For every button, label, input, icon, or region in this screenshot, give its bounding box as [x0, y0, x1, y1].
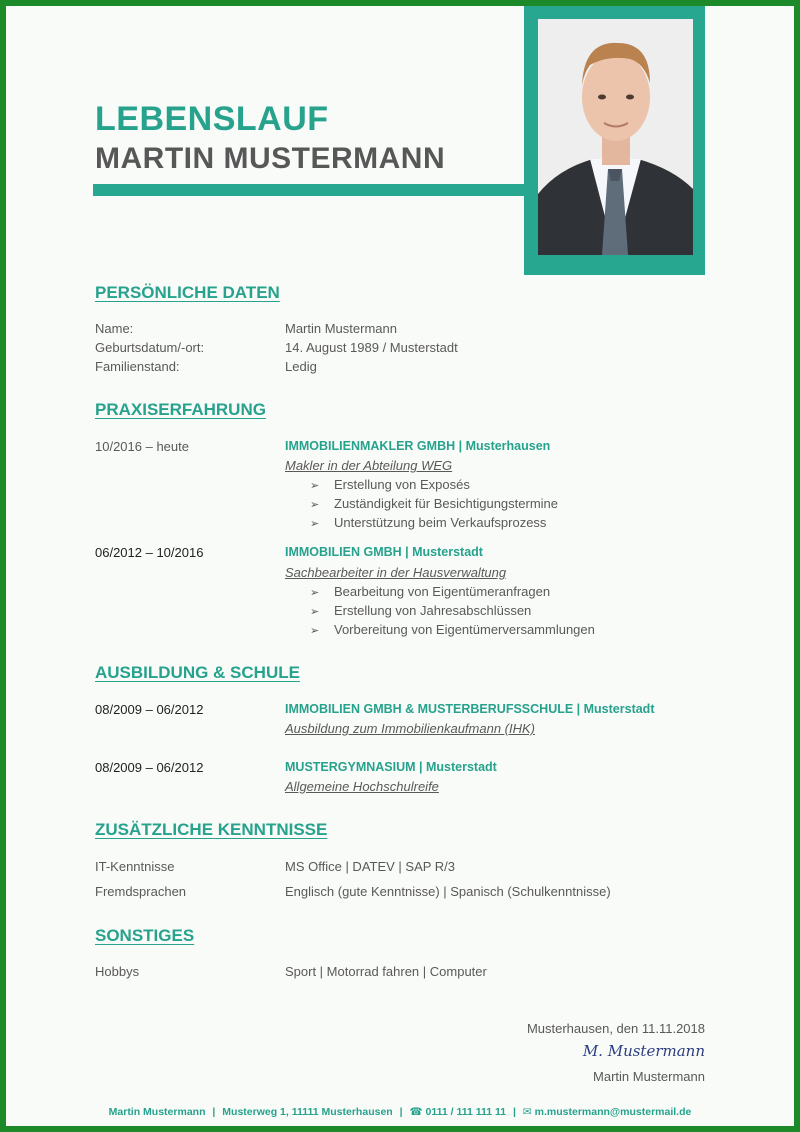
- experience-employer-2: IMMOBILIEN GMBH | Musterstadt: [285, 545, 483, 559]
- experience-bullet: ➢ Erstellung von Jahresabschlüssen: [310, 603, 532, 618]
- footer-phone: 0111 / 111 111 11: [425, 1106, 507, 1118]
- section-heading-skills: ZUSÄTZLICHE KENNTNISSE: [95, 820, 328, 839]
- footer-address: Musterweg 1, 11111 Musterhausen: [222, 1106, 393, 1118]
- profile-photo-illustration: [538, 19, 693, 255]
- education-school-1: IMMOBILIEN GMBH & MUSTERBERUFSSCHULE | Musterstadt: [285, 702, 655, 716]
- education-degree-2: Allgemeine Hochschulreife: [285, 779, 439, 794]
- arrow-bullet-icon: ➢: [310, 518, 320, 530]
- arrow-bullet-icon: ➢: [310, 480, 320, 492]
- signature-name: Martin Mustermann: [593, 1069, 705, 1084]
- arrow-bullet-icon: ➢: [310, 499, 320, 511]
- arrow-bullet-icon: ➢: [310, 606, 320, 618]
- experience-bullet: ➢ Bearbeitung von Eigentümeranfragen: [310, 584, 551, 599]
- section-heading-personal: PERSÖNLICHE DATEN: [95, 283, 280, 302]
- personal-label-name: Name:: [95, 321, 134, 336]
- skills-label-it: IT-Kenntnisse: [95, 859, 175, 874]
- education-degree-1: Ausbildung zum Immobilienkaufmann (IHK): [285, 721, 535, 736]
- section-heading-misc: SONSTIGES: [95, 926, 195, 945]
- title-underline-bar: [93, 184, 529, 196]
- experience-employer-1: IMMOBILIENMAKLER GMBH | Musterhausen: [285, 439, 551, 453]
- footer-name: Martin Mustermann: [108, 1106, 206, 1118]
- personal-label-birth: Geburtsdatum/-ort:: [95, 340, 205, 355]
- place-date: Musterhausen, den 11.11.2018: [526, 1021, 705, 1036]
- skills-value-it: MS Office | DATEV | SAP R/3: [285, 859, 456, 874]
- profile-photo: [538, 19, 693, 255]
- personal-value-name: Martin Mustermann: [285, 321, 397, 336]
- experience-bullet: ➢ Erstellung von Exposés: [310, 477, 470, 492]
- section-heading-education: AUSBILDUNG & SCHULE: [95, 663, 300, 682]
- section-heading-experience: PRAXISERFAHRUNG: [95, 400, 266, 419]
- education-school-2: MUSTERGYMNASIUM | Musterstadt: [285, 760, 497, 774]
- experience-bullet: ➢ Zuständigkeit für Besichtigungstermine: [310, 496, 559, 511]
- experience-date-2: 06/2012 – 10/2016: [95, 545, 204, 560]
- personal-value-birth: 14. August 1989 / Musterstadt: [285, 340, 458, 355]
- signature: M. Mustermann: [582, 1042, 705, 1060]
- footer-contact: Martin Mustermann | Musterweg 1, 11111 Musterhausen | ☎ 0111 / 111 111 11 | ✉ m.mustermann@mustermail.de: [108, 1106, 692, 1118]
- personal-label-marital: Familienstand:: [95, 359, 180, 374]
- footer-email[interactable]: m.mustermann@mustermail.de: [534, 1106, 692, 1118]
- experience-role-1: Makler in der Abteilung WEG: [285, 458, 453, 473]
- person-name: MARTIN MUSTERMANN: [95, 142, 446, 175]
- education-date-1: 08/2009 – 06/2012: [95, 702, 204, 717]
- document-title: LEBENSLAUF: [95, 100, 329, 138]
- misc-value-hobbies: Sport | Motorrad fahren | Computer: [285, 964, 487, 979]
- skills-label-languages: Fremdsprachen: [95, 884, 187, 899]
- experience-bullet: ➢ Unterstützung beim Verkaufsprozess: [310, 515, 547, 530]
- phone-icon: ☎: [409, 1106, 423, 1118]
- experience-date-1: 10/2016 – heute: [95, 439, 189, 454]
- education-date-2: 08/2009 – 06/2012: [95, 760, 204, 775]
- mail-icon: ✉: [522, 1106, 532, 1118]
- misc-label-hobbies: Hobbys: [95, 964, 140, 979]
- skills-value-languages: Englisch (gute Kenntnisse) | Spanisch (Schulkenntnisse): [285, 884, 611, 899]
- experience-bullet: ➢ Vorbereitung von Eigentümerversammlungen: [310, 622, 595, 637]
- arrow-bullet-icon: ➢: [310, 587, 320, 599]
- personal-value-marital: Ledig: [285, 359, 317, 374]
- experience-role-2: Sachbearbeiter in der Hausverwaltung: [285, 565, 507, 580]
- arrow-bullet-icon: ➢: [310, 625, 320, 637]
